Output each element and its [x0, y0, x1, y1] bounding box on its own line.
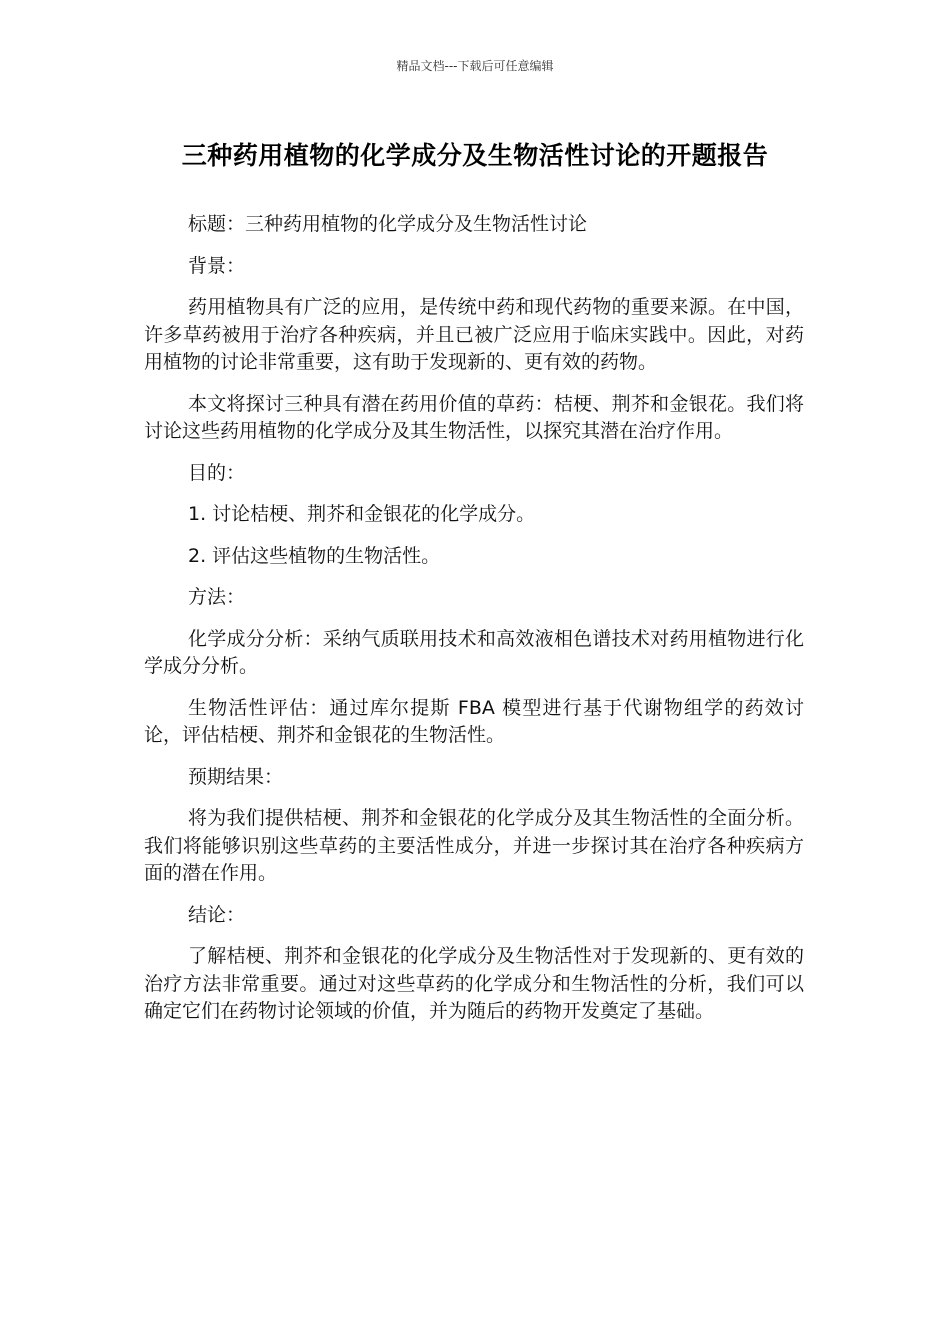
paragraph-background-2: 本文将探讨三种具有潜在药用价值的草药：桔梗、荆芥和金银花。我们将讨论这些药用植物的化学成分及其生物活性，以探究其潜在治疗作用。 [144, 392, 804, 442]
paragraph-conclusion-heading: 结论： [188, 903, 246, 926]
document-title: 三种药用植物的化学成分及生物活性讨论的开题报告 [181, 141, 769, 170]
paragraph-conclusion: 了解桔梗、荆芥和金银花的化学成分及生物活性对于发现新的、更有效的治疗方法非常重要。通过对这些草药的化学成分和生物活性的分析，我们可以确定它们在药物讨论领域的价值，并为随后的药物开发奠定了基础。 [144, 945, 804, 1022]
header-note: 精品文档---下载后可任意编辑 [396, 59, 554, 73]
paragraph-method-bioactivity: 生物活性评估：通过库尔提斯 FBA 模型进行基于代谢物组学的药效讨论，评估桔梗、荆芥和金银花的生物活性。 [144, 696, 804, 746]
paragraph-method-chemical: 化学成分分析：采纳气质联用技术和高效液相色谱技术对药用植物进行化学成分分析。 [144, 627, 804, 677]
paragraph-background-heading: 背景： [188, 254, 246, 277]
paragraph-expected-heading: 预期结果： [188, 765, 284, 788]
paragraph-method-heading: 方法： [188, 586, 246, 608]
paragraph-background-1: 药用植物具有广泛的应用，是传统中药和现代药物的重要来源。在中国，许多草药被用于治疗各种疾病，并且已被广泛应用于临床实践中。因此，对药用植物的讨论非常重要，这有助于发现新的、更有效的药物。 [144, 296, 804, 373]
paragraph-objective-2: 2. 评估这些植物的生物活性。 [188, 544, 441, 567]
paragraph-expected-results: 将为我们提供桔梗、荆芥和金银花的化学成分及其生物活性的全面分析。我们将能够识别这些草药的主要活性成分，并进一步探讨其在治疗各种疾病方面的潜在作用。 [144, 807, 804, 884]
paragraph-objective-heading: 目的： [188, 461, 246, 484]
paragraph-objective-1: 1. 讨论桔梗、荆芥和金银花的化学成分。 [188, 503, 536, 525]
document-body [144, 211, 804, 1040]
paragraph-title-line: 标题：三种药用植物的化学成分及生物活性讨论 [188, 213, 588, 235]
